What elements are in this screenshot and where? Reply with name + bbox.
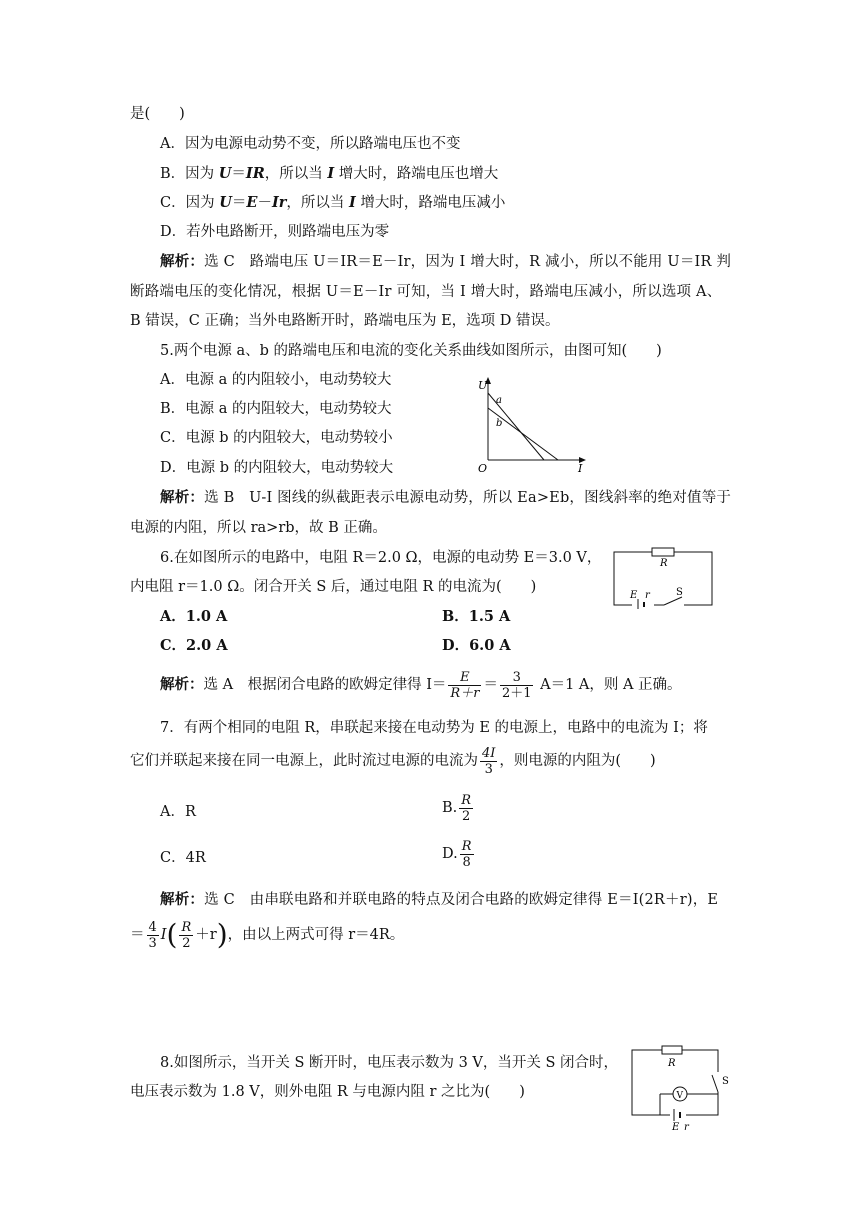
battery-e-label: E (672, 1122, 680, 1132)
voltmeter-label: V (676, 1091, 683, 1101)
explanation-label: 解析： (160, 489, 205, 506)
ui-graph-figure (470, 375, 590, 475)
fraction-e-over-r-plus-r: $\frac{E}{R+r}$ (450, 669, 480, 701)
u-axis-label: U (478, 379, 488, 392)
q7-stem-line-2: 它们并联起来接在同一电源上，此时流过电源的电流为 $\frac{4I}{3}$ ，则电源的内阻为( ) (130, 745, 656, 777)
fraction-3-over-2-plus-1: $\frac{3}{2+1}$ (501, 669, 532, 701)
q4-stem-tail: 是( ) (130, 106, 185, 122)
explanation-label: 解析： (160, 676, 204, 693)
q4-option-c: C．因为 U＝E－Ir，所以当 I 增大时，路端电压减小 (160, 194, 506, 211)
internal-r-label: r (645, 590, 650, 601)
q4-option-b: B．因为 U＝IR，所以当 I 增大时，路端电压也增大 (160, 165, 499, 182)
switch-s-label: S (676, 587, 683, 598)
q5-option-d: D．电源 b 的内阻较大，电动势较大 (160, 460, 394, 476)
q6-option-c: C．2.0 A (160, 637, 228, 654)
q6-stem-line-2: 内电阻 r＝1.0 Ω。闭合开关 S 后，通过电阻 R 的电流为( ) (130, 579, 537, 595)
q8-stem-line-1: 8.如图所示，当开关 S 断开时，电压表示数为 3 V，当开关 S 闭合时， (160, 1055, 619, 1071)
ui-circuit-diagram-2 (630, 1042, 730, 1132)
resistor-r (652, 548, 674, 556)
q6-explanation: 解析：选 A 根据闭合电路的欧姆定律得 I＝ $\frac{E}{R+r}$ ＝ $\frac{3}{2+1}$ A＝1 A，则 A 正确。 (160, 669, 682, 701)
q4-option-a: A．因为电源电动势不变，所以路端电压也不变 (160, 136, 461, 152)
q6-option-b: B．1.5 A (442, 608, 511, 625)
q7-option-a: A．R (160, 804, 196, 820)
resistor-r-label: R (660, 558, 668, 569)
q5-explanation-line-2: 电源的内阻，所以 ra>rb，故 B 正确。 (130, 520, 387, 536)
ui-circuit-diagram (612, 546, 716, 610)
q5-stem: 5.两个电源 a、b 的路端电压和电流的变化关系曲线如图所示，由图可知( ) (160, 343, 662, 359)
explanation-label: 解析： (160, 891, 205, 908)
q7-explanation-line-2: ＝ $\frac{4}{3}$ I( $\frac{R}{2}$ ＋r)，由以上两式可得 r＝4R。 (130, 918, 405, 951)
q5-option-c: C．电源 b 的内阻较大，电动势较小 (160, 430, 393, 446)
q6-stem-line-1: 6.在如图所示的电路中，电阻 R＝2.0 Ω，电源的电动势 E＝3.0 V， (160, 550, 602, 566)
fraction-4i-over-3: $\frac{4I}{3}$ (482, 745, 496, 777)
q8-stem-line-2: 电压表示数为 1.8 V，则外电阻 R 与电源内阻 r 之比为( ) (130, 1084, 525, 1100)
q5-option-a: A．电源 a 的内阻较小，电动势较大 (160, 372, 392, 388)
q7-option-c: C．4R (160, 850, 206, 866)
q5-explanation-line-1: 解析：选 B U-I 图线的纵截距表示电源电动势，所以 Ea>Eb，图线斜率的绝对值等于 (160, 489, 732, 506)
q7-stem-line-1: 7．有两个相同的电阻 R，串联起来接在电动势为 E 的电源上，电路中的电流为 I；将 (160, 720, 708, 736)
q7-option-b: B. $\frac{R}{2}$ (442, 792, 472, 824)
origin-label: O (478, 462, 488, 475)
q4-explanation-line-2: 断路端电压的变化情况，根据 U＝E－Ir 可知，当 I 增大时，路端电压减小，所以选项 A、 (130, 284, 722, 300)
explanation-label: 解析： (160, 253, 205, 270)
q7-explanation-line-1: 解析：选 C 由串联电路和并联电路的特点及闭合电路的欧姆定律得 E＝I(2R＋r)，E (160, 891, 719, 908)
line-a-label: a (496, 395, 502, 406)
line-b (488, 408, 558, 460)
q6-option-d: D．6.0 A (442, 637, 511, 654)
q6-option-a: A．1.0 A (160, 608, 228, 625)
resistor-r (662, 1046, 682, 1054)
battery-e-label: E (630, 590, 638, 601)
i-axis-label: I (578, 462, 583, 475)
internal-r-label: r (684, 1122, 689, 1132)
q5-option-b: B．电源 a 的内阻较大，电动势较大 (160, 401, 392, 417)
line-b-label: b (496, 418, 503, 429)
q4-option-d: D．若外电路断开，则路端电压为零 (160, 224, 390, 240)
q4-explanation-line-3: B 错误，C 正确；当外电路断开时，路端电压为 E，选项 D 错误。 (130, 313, 560, 329)
resistor-r-label: R (668, 1058, 676, 1069)
switch-s-label: S (722, 1076, 729, 1087)
q4-explanation-line-1: 解析：选 C 路端电压 U＝IR＝E－Ir，因为 I 增大时，R 减小，所以不能用 U＝IR 判 (160, 253, 732, 270)
q7-option-d: D. $\frac{R}{8}$ (442, 838, 472, 870)
